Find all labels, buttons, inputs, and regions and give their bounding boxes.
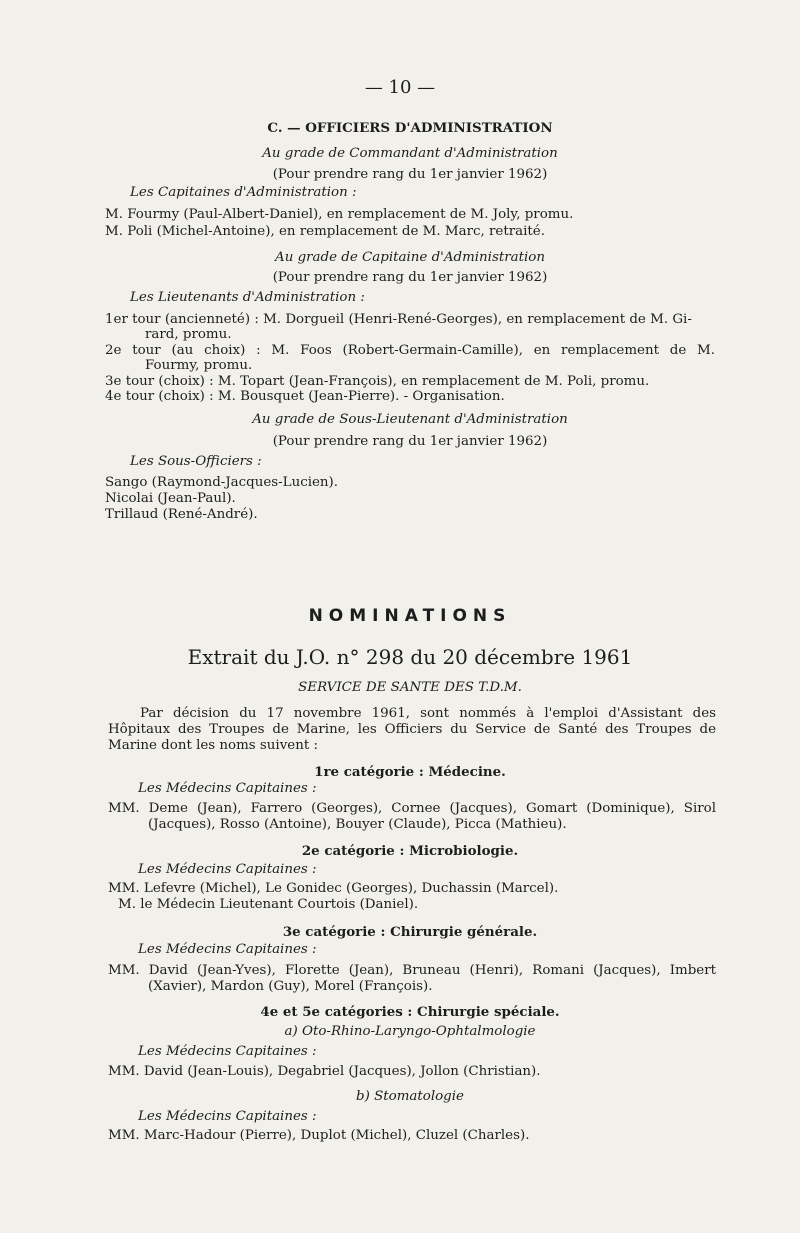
capitaine-line-4: Fourmy, promu. — [145, 358, 253, 373]
cat2-title: 2e catégorie : Microbiologie. — [301, 843, 519, 859]
cat1-title: 1re catégorie : Médecine. — [314, 764, 506, 780]
cat2-line-2: M. le Médecin Lieutenant Courtois (Daniel). — [118, 897, 419, 912]
cat45b-line: MM. Marc-Hadour (Pierre), Duplot (Michel), Cluzel (Charles). — [108, 1128, 530, 1143]
cat45b-title: b) Stomatologie — [356, 1089, 464, 1104]
cat45a-group: Les Médecins Capitaines : — [138, 1044, 317, 1059]
cat3-line-1: MM. David (Jean-Yves), Florette (Jean), Bruneau (Henri), Romani (Jacques), Imbert — [108, 963, 716, 978]
page-number: — 10 — — [364, 77, 436, 98]
cat45a-title: a) Oto-Rhino-Laryngo-Ophtalmologie — [284, 1024, 536, 1039]
cat3-line-2: (Xavier), Mardon (Guy), Morel (François). — [148, 979, 433, 994]
capitaine-line-5: 3e tour (choix) : M. Topart (Jean-François), en remplacement de M. Poli, promu. — [105, 374, 650, 389]
cat45-title: 4e et 5e catégories : Chirurgie spéciale. — [260, 1004, 560, 1020]
group-sous-officiers: Les Sous-Officiers : — [130, 454, 262, 469]
cat45a-line: MM. David (Jean-Louis), Degabriel (Jacques), Jollon (Christian). — [108, 1064, 541, 1079]
cat3-title: 3e catégorie : Chirurgie générale. — [282, 924, 538, 940]
cat2-group: Les Médecins Capitaines : — [138, 862, 317, 877]
cat1-line-2: (Jacques), Rosso (Antoine), Bouyer (Claude), Picca (Mathieu). — [148, 817, 567, 832]
rang-sous-lieutenant: (Pour prendre rang du 1er janvier 1962) — [272, 434, 548, 449]
cat3-group: Les Médecins Capitaines : — [138, 942, 317, 957]
commandant-line-1: M. Fourmy (Paul-Albert-Daniel), en remplacement de M. Joly, promu. — [105, 207, 574, 222]
sous-officier-1: Sango (Raymond-Jacques-Lucien). — [105, 475, 339, 490]
capitaine-line-1: 1er tour (ancienneté) : M. Dorgueil (Henri-René-Georges), en remplacement de M. Gi- — [105, 312, 692, 327]
cat1-line-1: MM. Deme (Jean), Farrero (Georges), Cornee (Jacques), Gomart (Dominique), Sirol — [108, 801, 716, 816]
intro-paragraph: Par décision du 17 novembre 1961, sont nommés à l'emploi d'Assistant des Hôpitaux des Troupes de Marine, les Officiers du Service de Santé des Troupes de Marine dont les noms suivent : — [108, 706, 716, 753]
section-title-officiers: C. — OFFICIERS D'ADMINISTRATION — [267, 120, 553, 136]
extrait-line: Extrait du J.O. n° 298 du 20 décembre 1961 — [187, 645, 633, 669]
grade-sous-lieutenant: Au grade de Sous-Lieutenant d'Administration — [252, 412, 568, 427]
grade-commandant: Au grade de Commandant d'Administration — [262, 146, 558, 161]
group-capitaines-admin: Les Capitaines d'Administration : — [130, 185, 357, 200]
service-title: SERVICE DE SANTE DES T.D.M. — [298, 680, 522, 695]
capitaine-line-2: rard, promu. — [145, 327, 232, 342]
group-lieutenants-admin: Les Lieutenants d'Administration : — [130, 290, 365, 305]
nominations-heading: NOMINATIONS — [308, 606, 512, 626]
cat2-line-1: MM. Lefevre (Michel), Le Gonidec (Georges), Duchassin (Marcel). — [108, 881, 559, 896]
rang-commandant: (Pour prendre rang du 1er janvier 1962) — [272, 167, 548, 182]
cat45b-group: Les Médecins Capitaines : — [138, 1109, 317, 1124]
capitaine-line-3: 2e tour (au choix) : M. Foos (Robert-Germain-Camille), en remplacement de M. — [105, 343, 715, 358]
commandant-line-2: M. Poli (Michel-Antoine), en remplacement de M. Marc, retraité. — [105, 224, 545, 239]
grade-capitaine: Au grade de Capitaine d'Administration — [275, 250, 545, 265]
sous-officier-2: Nicolai (Jean-Paul). — [105, 491, 236, 506]
sous-officier-3: Trillaud (René-André). — [105, 507, 258, 522]
capitaine-line-6: 4e tour (choix) : M. Bousquet (Jean-Pierre). - Organisation. — [105, 389, 505, 404]
cat1-group: Les Médecins Capitaines : — [138, 781, 317, 796]
rang-capitaine: (Pour prendre rang du 1er janvier 1962) — [272, 270, 548, 285]
